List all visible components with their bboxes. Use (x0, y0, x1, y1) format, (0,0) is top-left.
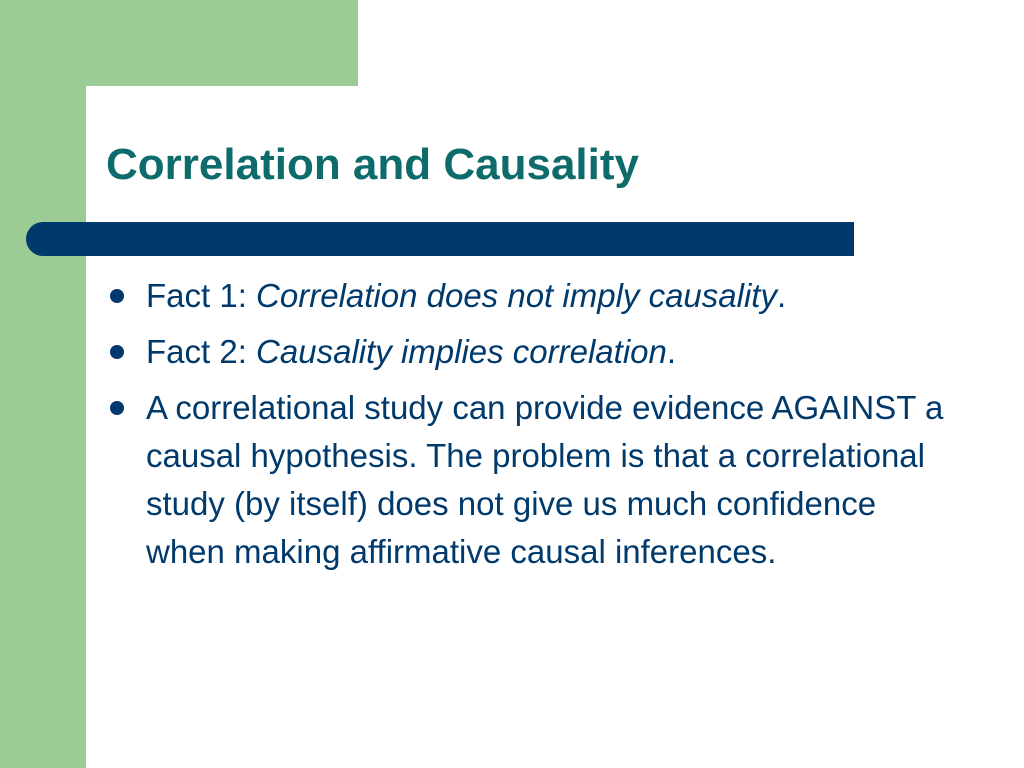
bullet-suffix: . (776, 277, 787, 314)
bullet-text: A correlational study can provide evidence AGAINST a causal hypothesis. The problem is that a correlational study (by itself) does not give us much confidence when making affirmative causal inferences. (146, 389, 944, 570)
bullet-text (146, 333, 676, 370)
bullet-item-correlational-study (108, 384, 948, 576)
green-top-block (0, 0, 358, 86)
rounded-content-corner (86, 86, 146, 146)
bullet-item-fact-1 (108, 272, 948, 320)
bullet-dot-icon (110, 289, 124, 303)
bullet-prefix: Fact 2: (146, 333, 257, 370)
bullet-dot-icon (110, 401, 124, 415)
green-side-strip (0, 0, 86, 768)
bullet-dot-icon (110, 345, 124, 359)
bullet-suffix: . (666, 333, 677, 370)
bullet-emphasis: Causality implies correlation (256, 333, 667, 370)
bullet-prefix: Fact 1: (146, 277, 257, 314)
title-underline-bar (26, 222, 854, 256)
slide-title: Correlation and Causality (106, 140, 640, 189)
bullet-text (146, 277, 786, 314)
bullet-emphasis: Correlation does not imply causality (256, 277, 777, 314)
bullet-item-fact-2 (108, 328, 948, 376)
bullet-list (108, 272, 948, 584)
